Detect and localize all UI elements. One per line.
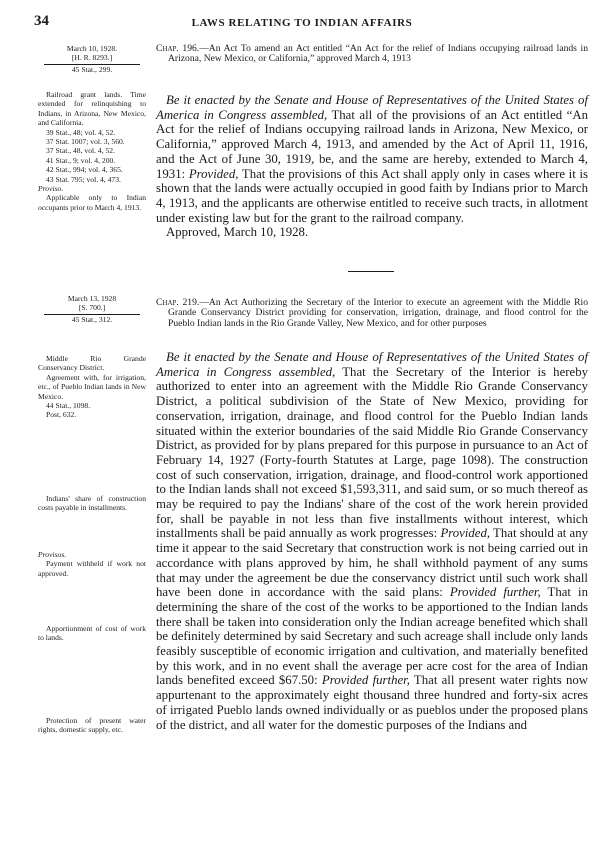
- chap219-sidenotes-a: [38, 354, 146, 420]
- sidenote-cite: 37 Stat. 1007; vol. 3, 560.: [46, 137, 125, 147]
- body-text: That the Secretary of the Interior is hereby authorized to enter into an agreement with the Middle Rio Grande Conservancy District, a political subdivision of the State of New Mexico, providing for conservation, irrigation, drainage, and flood control for the Pueblo Indian lands situated within the exterior boundaries of the said Middle Rio Grande Conservancy District, as provided for by plans prepared for this purpose in pursuance to an Act of February 14, 1927 (Forty-fourth Statutes at Large, page 1098). The construction cost of such conservation, irrigation, drainage, and flood-control work apportioned to the Indian lands shall not exceed $1,593,311, and said sum, or so much thereof as may be required to pay the Indians' share of the cost of the work herein provided for, shall be payable in not less than five installments without interest, which installments shall be paid annually as work progresses:: [156, 364, 589, 541]
- proviso-word: Provided,: [188, 166, 239, 181]
- margin-date: March 10, 1928.: [66, 44, 118, 53]
- proviso-word: Provided further,: [449, 585, 541, 600]
- sidenote-cite: 37 Stat., 48, vol. 4, 52.: [46, 146, 115, 156]
- sidenote-water-rights: Protection of present water rights, domestic supply, etc.: [38, 716, 146, 735]
- chapter-label: Chap. 219.: [156, 297, 200, 308]
- chap196-body: [156, 93, 588, 240]
- approval-line: Approved, March 10, 1928.: [166, 225, 309, 240]
- sidenote-apportionment: Apportionment of cost of work to lands.: [38, 624, 146, 643]
- chapter-label: Chap. 196.: [156, 43, 200, 54]
- running-title: LAWS RELATING TO INDIAN AFFAIRS: [191, 17, 413, 29]
- body-text: That all present water rights now appurtenant to the approximately eight thousand three hundred and forty-six acres of irrigated Pueblo lands owned individually or as pueblos under the proposed plans of the district, and all water for the domestic purposes of the Indians and: [156, 673, 588, 732]
- chapter-title: —An Act Authorizing the Secretary of the Interior to execute an agreement with the Middle Rio Grande Conservancy District providing for conservation, irrigation, drainage, and flood control for the Pueblo Indian lands in the Rio Grande Valley, New Mexico, and for other purposes: [168, 297, 588, 329]
- enacting-clause: Be it enacted by the Senate and House of Representatives of the United States of America in Congress assembled,: [156, 350, 588, 379]
- chap196-heading: [156, 44, 588, 65]
- sidenote-provisos-label: Provisos.: [38, 550, 67, 559]
- margin-stat: 45 Stat., 312.: [71, 314, 113, 324]
- margin-bill: [S. 700.]: [78, 303, 106, 313]
- sidenote-proviso: Applicable only to Indian occupants prior to March 4, 1913.: [38, 193, 146, 212]
- body-text: That should at any time it appear to the said Secretary that construction work is not being carried out in accordance with plans approved by him, he shall withhold payment of any sums that may under the agreement be due the conservancy district until such work shall have been done in accordance with the said plans:: [156, 526, 588, 600]
- body-text: That the provisions of this Act shall apply only in cases where it is shown that the lands were actually occupied in good faith by Indians prior to March 4, 1913, and the applicants are otherwise entitled to receive such tracts, in allotment under existing law but for the grant to the railroad company.: [156, 166, 588, 225]
- chap219-margin: [38, 294, 146, 324]
- sidenote-cite: 44 Stat., 1098.: [46, 401, 91, 411]
- sidenote-indians-share: Indians' share of construction costs payable in installments.: [38, 494, 146, 513]
- chap219-sidenote-apportionment: [38, 624, 146, 643]
- chapter-title: —An Act To amend an Act entitled “An Act for the relief of Indians occupying railroad lands in Arizona, New Mexico, or California,” approved March 4, 1913: [168, 43, 588, 65]
- page-number: 34: [34, 13, 49, 29]
- body-text: That in determining the share of the cost of the works to be apportioned to the Indian lands there shall be taken into consideration only the Indian acreage benefited which shall be definitely determined by said Secretary and such acreage shall include only lands feasibly susceptible of economic irrigation and cultivation, and materially benefited by this work, and in no event shall the average per acre cost for the area of Indian lands benefited exceed $67.50:: [156, 585, 588, 688]
- section-divider: [348, 271, 394, 272]
- chap196-margin: [38, 44, 146, 74]
- sidenote-cite: Post, 632.: [46, 410, 77, 420]
- sidenote-cite: 39 Stat., 48; vol. 4, 52.: [46, 127, 116, 137]
- sidenote-railroad: Railroad grant lands. Time extended for relinquishing to Indians, in Arizona, New Mexico, and California.: [38, 90, 146, 128]
- chap219-body: [156, 350, 588, 732]
- sidenote-proviso-label: Proviso.: [38, 184, 64, 194]
- sidenote-cite: 43 Stat. 795; vol. 4, 473.: [46, 174, 121, 184]
- sidenote-conservancy: Middle Rio Grande Conservancy District.: [38, 354, 146, 373]
- body-text: That all of the provisions of an Act entitled “An Act for the relief of Indians occupying railroad lands in Arizona, New Mexico, or California,” approved March 4, 1913, and amended by the Act of April 11, 1916, and the Act of June 30, 1919, be, and the same are hereby, extended to March 4, 1931:: [156, 107, 588, 181]
- margin-bill: [H. R. 8293.]: [71, 53, 113, 63]
- margin-date: March 13, 1928: [67, 294, 117, 303]
- sidenote-cite: 42 Stat., 994; vol. 4, 365.: [46, 165, 123, 175]
- chap219-heading: [156, 298, 588, 329]
- chap219-sidenote-water: [38, 716, 146, 735]
- chap219-sidenote-share: [38, 494, 146, 513]
- chap219-sidenote-provisos: [38, 550, 146, 578]
- sidenote-payment-withheld: Payment withheld if work not approved.: [38, 559, 146, 578]
- sidenote-agreement: Agreement with, for irrigation, etc., of Pueblo Indian lands in New Mexico.: [38, 372, 146, 401]
- margin-stat: 45 Stat., 299.: [71, 64, 113, 74]
- proviso-word: Provided further,: [321, 673, 410, 688]
- sidenote-cite: 41 Stat., 9; vol. 4, 200.: [46, 155, 116, 165]
- proviso-word: Provided,: [440, 526, 491, 541]
- chap196-sidenotes: [38, 90, 146, 212]
- enacting-clause: Be it enacted by the Senate and House of Representatives of the United States of America in Congress assembled,: [156, 93, 588, 122]
